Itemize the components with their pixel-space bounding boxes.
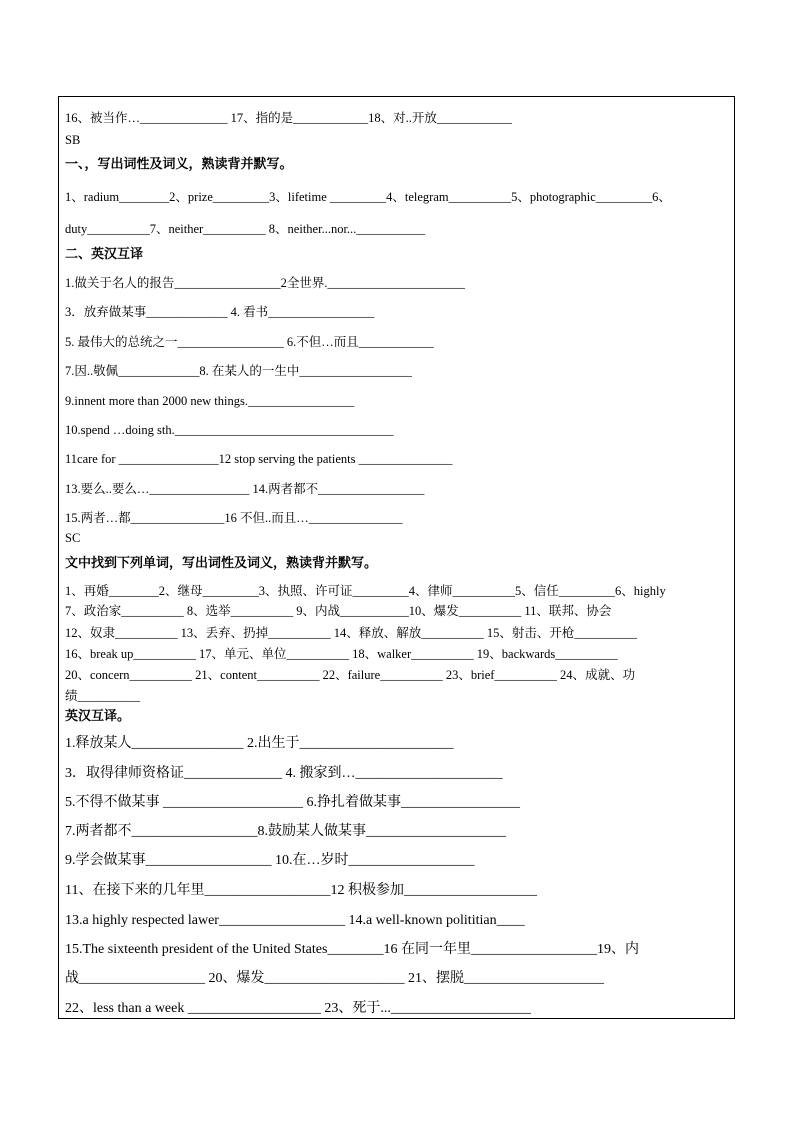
word-line-6: 绩__________ [65, 689, 141, 703]
ec-line-6: 11、在接下来的几年里__________________12 积极参加___________________ [65, 883, 537, 898]
translate-line-9: 15.两者…都_______________16 不但..而且…_______________ [65, 511, 403, 525]
translate-line-2: 3．放弃做某事_____________ 4. 看书_________________ [65, 305, 375, 319]
section-label-sc: SC [65, 531, 81, 545]
ec-line-4: 7.两者都不__________________8.鼓励某人做某事____________________ [65, 824, 506, 839]
translate-line-1: 1.做关于名人的报告_________________2全世界.______________________ [65, 276, 466, 290]
ec-line-9: 战__________________ 20、爆发____________________ 21、摆脱____________________ [65, 971, 604, 986]
ec-line-5: 9.学会做某事__________________ 10.在…岁时__________________ [65, 853, 475, 868]
word-line-3: 12、奴隶__________ 13、丢弃、扔掉__________ 14、释放、解放__________ 15、射击、开枪__________ [65, 626, 637, 640]
section-heading-3: 文中找到下列单词，写出词性及词义，熟读背并默写。 [65, 556, 378, 571]
section-heading-2: 二、英汉互译 [65, 247, 144, 262]
ec-line-7: 13.a highly respected lawer__________________ 14.a well-known polititian____ [65, 913, 525, 928]
translate-line-6: 10.spend …doing sth.___________________________________ [65, 423, 394, 437]
section-heading-4: 英汉互译。 [65, 709, 131, 724]
word-line-4: 16、break up__________ 17、单元、单位__________ 18、walker__________ 19、backwards__________ [65, 647, 618, 661]
ec-line-8: 15.The sixteenth president of the United States________16 在同一年里__________________19、内 [65, 942, 639, 957]
vocab-line-2: duty__________7、neither__________ 8、neither...nor...___________ [65, 222, 426, 236]
ec-line-2: 3．取得律师资格证______________ 4. 搬家到…_____________________ [65, 766, 503, 781]
word-line-2: 7、政治家__________ 8、选举__________ 9、内战___________10、爆发__________ 11、联邦、协会 [65, 604, 612, 618]
translate-line-5: 9.innent more than 2000 new things._________________ [65, 394, 355, 408]
ec-line-3: 5.不得不做某事 ____________________ 6.挣扎着做某事_________________ [65, 795, 520, 810]
translate-line-8: 13.要么..要么…________________ 14.两者都不_________________ [65, 482, 425, 496]
section-heading-1: 一、，写出词性及词义，熟读背并默写。 [65, 157, 293, 172]
translate-line-7: 11care for ________________12 stop serving the patients _______________ [65, 452, 453, 466]
translate-line-3: 5. 最伟大的总统之一_________________ 6.不但…而且____________ [65, 335, 434, 349]
word-line-1: 1、再婚________2、继母_________3、执照、许可证_________4、律师__________5、信任_________6、highly [65, 584, 666, 598]
vocab-line-1: 1、radium________2、prize_________3、lifetime _________4、telegram__________5、photographic_________6、 [65, 190, 671, 204]
ec-line-10: 22、less than a week ___________________ 23、死于...____________________ [65, 1001, 531, 1016]
word-line-5: 20、concern__________ 21、content__________ 22、failure__________ 23、brief__________ 24、成就、功 [65, 668, 636, 682]
line-16-18: 16、被当作…______________ 17、指的是____________18、对..开放____________ [65, 111, 512, 125]
translate-line-4: 7.因..敬佩_____________8. 在某人的一生中__________________ [65, 364, 412, 378]
section-label-sb: SB [65, 133, 81, 147]
ec-line-1: 1.释放某人________________ 2.出生于______________________ [65, 736, 454, 751]
